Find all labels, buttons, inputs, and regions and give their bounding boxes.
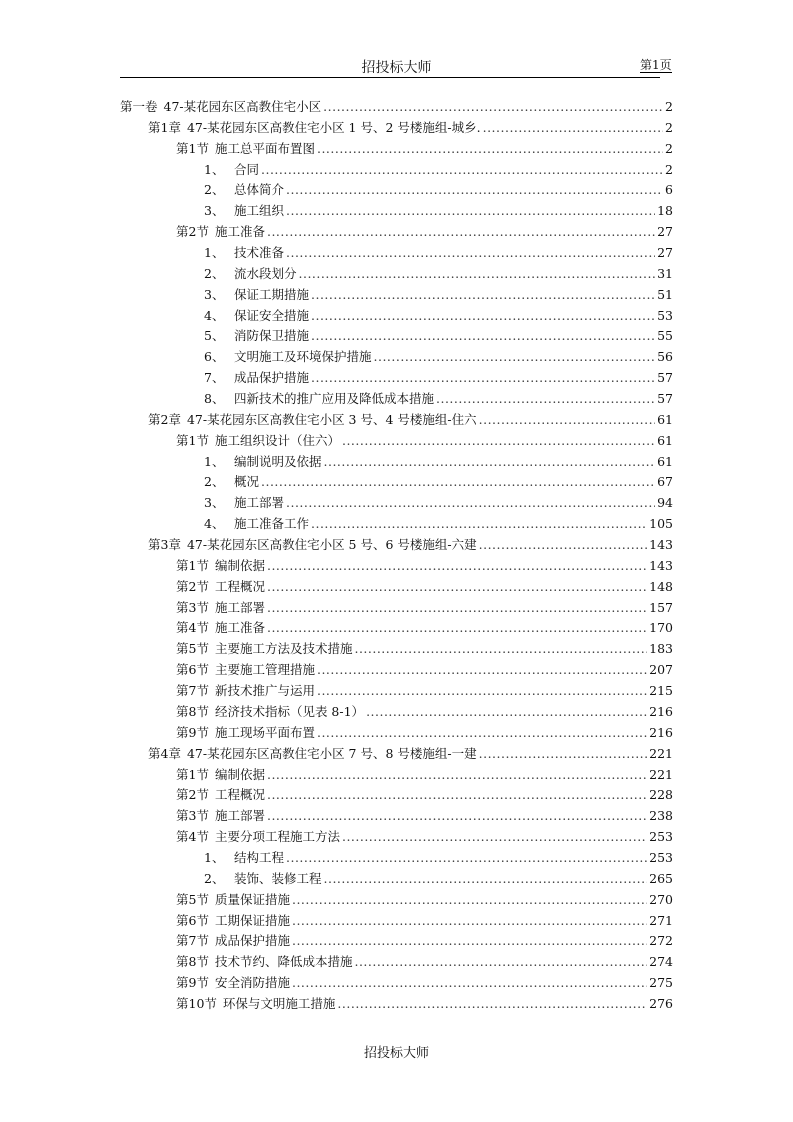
dot-leader [292,931,647,952]
toc-entry-page: 61 [657,432,673,448]
dot-leader [317,681,647,702]
toc-entry-page: 67 [657,474,673,490]
toc-entry-page: 157 [649,599,673,615]
toc-entry[interactable] [120,994,673,1015]
toc-entry-page: 207 [649,662,673,678]
toc-entry-prefix: 第4节 [176,829,209,845]
toc-entry[interactable] [120,702,673,723]
toc-entry[interactable] [120,890,673,911]
toc-entry-page: 105 [649,516,673,532]
toc-entry-prefix: 5、 [204,328,225,344]
toc-entry-prefix: 第3章 [148,537,181,553]
toc-entry-page: 57 [657,391,673,407]
toc-entry-prefix: 第1节 [176,140,209,156]
toc-entry-prefix: 第7节 [176,933,209,949]
toc-entry-prefix: 第5节 [176,891,209,907]
dot-leader [324,869,648,890]
header-divider [120,77,660,78]
toc-entry-page: 148 [649,578,673,594]
toc-entry-page: 57 [657,370,673,386]
toc-entry-prefix: 第6节 [176,662,209,678]
toc-entry[interactable] [120,660,673,681]
toc-entry-title: 47-某花园东区高教住宅小区 [163,99,322,114]
toc-entry-page: 143 [649,537,673,553]
toc-entry-prefix: 第1节 [176,557,209,573]
toc-entry[interactable] [120,139,673,160]
toc-entry-title: 施工准备 [214,620,265,636]
dot-leader [342,431,655,452]
toc-entry-prefix: 1、 [204,453,225,469]
toc-entry[interactable] [120,431,673,452]
toc-entry[interactable] [120,368,673,389]
toc-entry-page: 27 [657,245,673,261]
dot-leader [479,410,655,431]
toc-entry-page: 265 [649,870,673,886]
toc-entry-prefix: 第9节 [176,724,209,740]
toc-entry-title: 工程概况 [214,787,265,803]
toc-entry-title: 成品保护措施 [234,370,310,386]
dot-leader [286,243,655,264]
toc-entry-prefix: 第9节 [176,975,209,991]
toc-entry-title: 47-某花园东区高教住宅小区 3 号、4 号楼施组-住六 [186,411,477,427]
toc-entry[interactable] [120,723,673,744]
toc-entry[interactable] [120,952,673,973]
toc-entry[interactable] [120,639,673,660]
toc-entry-prefix: 1、 [204,245,225,261]
toc-entry-title: 施工准备 [214,224,265,240]
dot-leader [436,389,655,410]
toc-entry-title: 消防保卫措施 [234,328,310,344]
toc-entry[interactable] [120,326,673,347]
toc-entry-title: 概况 [234,474,260,490]
toc-entry[interactable] [120,306,673,327]
dot-leader [354,639,647,660]
toc-entry-title: 质量保证措施 [214,891,290,907]
toc-entry-prefix: 第3节 [176,808,209,824]
toc-entry-prefix: 4、 [204,516,225,532]
toc-entry-page: 238 [649,808,673,824]
toc-entry-prefix: 第8节 [176,703,209,719]
dot-leader [267,785,647,806]
dot-leader [317,139,663,160]
toc-entry[interactable] [120,806,673,827]
dot-leader [286,493,655,514]
toc-entry-page: 275 [649,975,673,991]
dot-leader [292,890,647,911]
toc-entry-page: 56 [657,349,673,365]
dot-leader [311,514,647,535]
toc-entry-prefix: 第10节 [176,995,217,1011]
toc-entry-prefix: 1、 [204,849,225,865]
dot-leader [311,326,655,347]
toc-entry-title: 施工部署 [234,495,285,511]
dot-leader [483,118,663,139]
toc-entry-title: 装饰、装修工程 [234,870,322,886]
toc-entry-page: 272 [649,933,673,949]
toc-entry-title: 施工准备工作 [234,516,310,532]
dot-leader [267,556,647,577]
toc-entry-prefix: 4、 [204,307,225,323]
toc-entry-page: 27 [657,224,673,240]
toc-entry-title: 施工组织 [234,203,285,219]
toc-entry-title: 施工部署 [214,808,265,824]
toc-entry-prefix: 第一卷 [120,99,158,114]
toc-entry-prefix: 6、 [204,349,225,365]
toc-entry-title: 安全消防措施 [214,975,290,991]
toc-entry[interactable] [120,201,673,222]
toc-entry[interactable] [120,410,673,431]
toc-entry[interactable] [120,598,673,619]
toc-entry[interactable] [120,118,673,139]
toc-entry-title: 环保与文明施工措施 [222,995,336,1011]
toc-entry[interactable] [120,535,673,556]
toc-entry-title: 47-某花园东区高教住宅小区 1 号、2 号楼施组-城乡. [186,119,481,135]
toc-entry-page: 2 [665,119,673,135]
dot-leader [479,535,648,556]
toc-entry-page: 2 [665,161,673,177]
toc-entry-prefix: 2、 [204,870,225,886]
toc-entry[interactable] [120,389,673,410]
toc-entry-prefix: 第2节 [176,787,209,803]
toc-entry-page: 6 [665,182,673,198]
dot-leader [366,702,647,723]
toc-entry[interactable] [120,97,673,118]
toc-entry-page: 143 [649,557,673,573]
toc-entry-prefix: 第8节 [176,954,209,970]
dot-leader [299,264,656,285]
header-title: 招投标大师 [361,60,432,76]
toc-entry-page: 183 [649,641,673,657]
toc-entry-title: 47-某花园东区高教住宅小区 7 号、8 号楼施组-一建 [186,745,477,761]
toc-entry-page: 253 [649,829,673,845]
toc-entry-page: 61 [657,453,673,469]
toc-entry-title: 经济技术指标（见表 8-1） [214,703,365,719]
dot-leader [267,765,647,786]
toc-entry-prefix: 2、 [204,265,225,281]
toc-entry[interactable] [120,514,673,535]
toc-entry-title: 主要施工方法及技术措施 [214,641,353,657]
toc-entry[interactable] [120,973,673,994]
dot-leader [317,723,647,744]
toc-entry-page: 170 [649,620,673,636]
dot-leader [317,660,647,681]
footer-title: 招投标大师 [363,1046,429,1061]
toc-entry-prefix: 第2节 [176,578,209,594]
dot-leader [267,222,655,243]
dot-leader [292,911,647,932]
dot-leader [286,848,647,869]
toc-entry-prefix: 第6节 [176,912,209,928]
toc-entry[interactable] [120,347,673,368]
dot-leader [267,618,647,639]
toc-entry-prefix: 第2节 [176,224,209,240]
toc-entry-title: 合同 [234,161,260,177]
toc-entry[interactable] [120,848,673,869]
toc-entry-title: 主要分项工程施工方法 [214,829,340,845]
toc-entry-page: 31 [657,265,673,281]
toc-entry-prefix: 2、 [204,182,225,198]
dot-leader [479,744,648,765]
toc-entry-title: 成品保护措施 [214,933,290,949]
toc-entry-page: 216 [649,724,673,740]
toc-entry-title: 结构工程 [234,849,285,865]
toc-entry[interactable] [120,243,673,264]
toc-entry-title: 新技术推广与运用 [214,683,315,699]
toc-entry[interactable] [120,222,673,243]
toc-entry-prefix: 第3节 [176,599,209,615]
toc-entry[interactable] [120,160,673,181]
toc-entry-prefix: 第4节 [176,620,209,636]
toc-entry[interactable] [120,681,673,702]
dot-leader [354,952,647,973]
dot-leader [267,577,647,598]
dot-leader [323,97,663,118]
toc-entry[interactable] [120,452,673,473]
toc-entry[interactable] [120,931,673,952]
toc-entry-prefix: 3、 [204,495,225,511]
toc-entry[interactable] [120,264,673,285]
dot-leader [267,806,647,827]
toc-entry-title: 工程概况 [214,578,265,594]
toc-entry-page: 215 [649,683,673,699]
dot-leader [311,285,655,306]
toc-entry-page: 94 [657,495,673,511]
toc-entry[interactable] [120,285,673,306]
toc-entry-page: 53 [657,307,673,323]
toc-entry[interactable] [120,493,673,514]
toc-entry[interactable] [120,744,673,765]
dot-leader [311,306,655,327]
toc-entry-prefix: 1、 [204,161,225,177]
toc-entry-prefix: 第7节 [176,683,209,699]
toc-entry[interactable] [120,869,673,890]
toc-entry-page: 2 [665,99,673,114]
toc-entry-prefix: 8、 [204,391,225,407]
dot-leader [342,827,647,848]
toc-entry-title: 文明施工及环境保护措施 [234,349,372,365]
toc-entry-title: 施工部署 [214,599,265,615]
toc-entry-prefix: 第1节 [176,766,209,782]
toc-entry-title: 技术节约、降低成本措施 [214,954,353,970]
dot-leader [267,598,647,619]
toc-entry[interactable] [120,785,673,806]
toc-entry-prefix: 第4章 [148,745,181,761]
toc-entry-prefix: 3、 [204,286,225,302]
toc-entry-page: 271 [649,912,673,928]
dot-leader [286,180,663,201]
toc-entry-page: 221 [649,745,673,761]
toc-entry-page: 221 [649,766,673,782]
toc-entry[interactable] [120,827,673,848]
toc-entry-title: 主要施工管理措施 [214,662,315,678]
header-page-number: 第1页 [640,58,672,72]
toc-entry-title: 保证工期措施 [234,286,310,302]
toc-entry[interactable] [120,911,673,932]
toc-entry-page: 2 [665,140,673,156]
toc-entry-page: 276 [649,995,673,1011]
toc-entry-title: 四新技术的推广应用及降低成本措施 [234,391,435,407]
toc-entry-title: 编制依据 [214,766,265,782]
toc-entry-page: 274 [649,954,673,970]
toc-entry-title: 工期保证措施 [214,912,290,928]
toc-entry-title: 保证安全措施 [234,307,310,323]
toc-entry-title: 总体简介 [234,182,285,198]
toc-entry-page: 18 [657,203,673,219]
toc-entry-prefix: 第5节 [176,641,209,657]
toc-entry-prefix: 第2章 [148,411,181,427]
toc-entry[interactable] [120,618,673,639]
dot-leader [261,160,663,181]
toc-entry-title: 施工现场平面布置 [214,724,315,740]
toc-entry[interactable] [120,472,673,493]
toc-entry-prefix: 第1节 [176,432,209,448]
dot-leader [261,472,655,493]
toc-entry-prefix: 第1章 [148,119,181,135]
toc-entry-page: 216 [649,703,673,719]
dot-leader [286,201,655,222]
toc-entry-page: 228 [649,787,673,803]
toc-entry-page: 61 [657,411,673,427]
toc-entry-page: 270 [649,891,673,907]
dot-leader [324,452,656,473]
dot-leader [311,368,655,389]
toc-entry-title: 流水段划分 [234,265,297,281]
toc-entry-page: 55 [657,328,673,344]
toc-entry-title: 编制依据 [214,557,265,573]
toc-entry-prefix: 7、 [204,370,225,386]
toc-entry[interactable] [120,577,673,598]
toc-entry[interactable] [120,180,673,201]
toc-entry-prefix: 3、 [204,203,225,219]
toc-entry[interactable] [120,765,673,786]
toc-entry-title: 编制说明及依据 [234,453,322,469]
toc-entry-prefix: 2、 [204,474,225,490]
toc-entry-title: 技术准备 [234,245,285,261]
toc-entry-title: 47-某花园东区高教住宅小区 5 号、6 号楼施组-六建 [186,537,477,553]
dot-leader [374,347,656,368]
dot-leader [292,973,647,994]
toc-entry-title: 施工总平面布置图 [214,140,315,156]
toc-entry-page: 253 [649,849,673,865]
table-of-contents [120,97,673,1015]
toc-entry-title: 施工组织设计（住六） [214,432,340,448]
toc-entry[interactable] [120,556,673,577]
toc-entry-page: 51 [657,286,673,302]
dot-leader [337,994,647,1015]
